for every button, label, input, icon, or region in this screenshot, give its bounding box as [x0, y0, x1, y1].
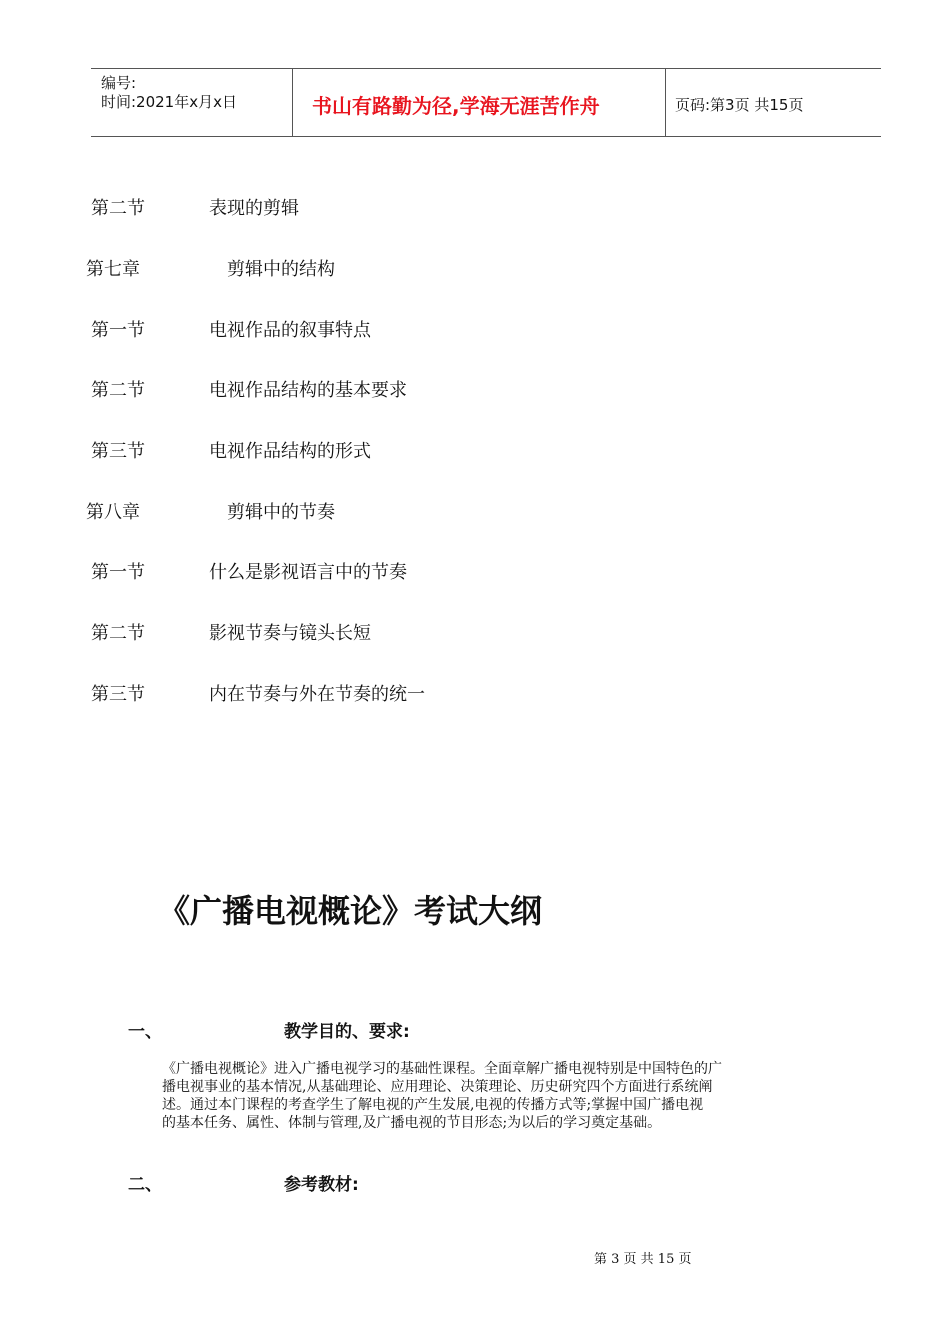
toc-item-label: 第七章: [86, 259, 140, 280]
section-number: 一、: [128, 1022, 162, 1042]
section-number: 二、: [128, 1175, 162, 1195]
toc-item-label: 第三节: [91, 684, 145, 705]
document-title: 《广播电视概论》考试大纲: [158, 892, 543, 930]
toc-item-title: 影视节奏与镜头长短: [209, 623, 371, 644]
header-page-label: 页码:第3页 共15页: [675, 96, 804, 114]
page-header: [91, 68, 881, 137]
toc-item-title: 剪辑中的节奏: [227, 502, 335, 523]
toc-item-label: 第二节: [91, 198, 145, 219]
body-paragraph: [162, 1060, 802, 1132]
header-info-cell: [91, 69, 293, 136]
paragraph-line: 的基本任务、属性、体制与管理,及广播电视的节目形态;为以后的学习奠定基础。: [162, 1115, 662, 1131]
section-title: 教学目的、要求:: [284, 1022, 410, 1042]
toc-item-label: 第二节: [91, 380, 145, 401]
toc-item-title: 电视作品结构的基本要求: [209, 380, 407, 401]
page-footer: 第 3 页 共 15 页: [594, 1252, 692, 1267]
header-motto: 书山有路勤为径,学海无涯苦作舟: [312, 94, 600, 118]
number-label: 编号:: [101, 74, 137, 92]
toc-item-label: 第一节: [91, 562, 145, 583]
toc-item-title: 表现的剪辑: [209, 198, 299, 219]
paragraph-line: 《广播电视概论》进入广播电视学习的基础性课程。全面章解广播电视特别是中国特色的广: [162, 1061, 722, 1077]
toc-item-title: 剪辑中的结构: [227, 259, 335, 280]
toc-item-label: 第三节: [91, 441, 145, 462]
header-page-cell: [666, 69, 881, 136]
toc-item-title: 电视作品结构的形式: [209, 441, 371, 462]
toc-item-label: 第一节: [91, 320, 145, 341]
toc-item-title: 电视作品的叙事特点: [209, 320, 371, 341]
toc-item-label: 第八章: [86, 502, 140, 523]
toc-item-title: 什么是影视语言中的节奏: [209, 562, 407, 583]
section-title: 参考教材:: [284, 1175, 359, 1195]
toc-item-title: 内在节奏与外在节奏的统一: [209, 684, 425, 705]
paragraph-line: 播电视事业的基本情况,从基础理论、应用理论、决策理论、历史研究四个方面进行系统阐: [162, 1079, 713, 1095]
time-label: 时间:2021年x月x日: [101, 93, 237, 111]
paragraph-line: 述。通过本门课程的考查学生了解电视的产生发展,电视的传播方式等;掌握中国广播电视: [162, 1097, 704, 1113]
toc-item-label: 第二节: [91, 623, 145, 644]
header-motto-cell: [292, 69, 666, 136]
